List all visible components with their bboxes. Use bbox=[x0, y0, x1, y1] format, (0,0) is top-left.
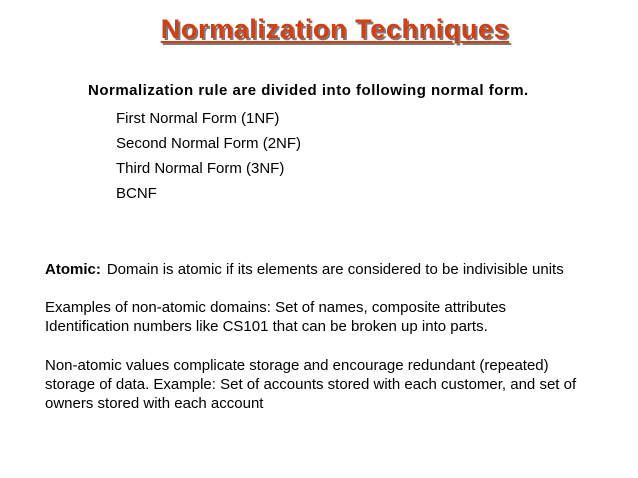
atomic-label: Atomic: bbox=[45, 261, 101, 278]
intro-text: Normalization rule are divided into following normal form. bbox=[88, 82, 529, 99]
normal-form-item-3nf: Third Normal Form (3NF) bbox=[116, 160, 285, 177]
normal-form-item-2nf: Second Normal Form (2NF) bbox=[116, 135, 302, 152]
non-atomic-line-3: owners stored with each account bbox=[45, 395, 264, 412]
atomic-definition bbox=[45, 260, 564, 279]
examples-line-1: Examples of non-atomic domains: Set of names, composite attributes bbox=[45, 299, 507, 316]
atomic-text: Domain is atomic if its elements are considered to be indivisible units bbox=[106, 261, 564, 278]
examples-line-2: Identification numbers like CS101 that can be broken up into parts. bbox=[45, 318, 488, 335]
normal-form-item-1nf: First Normal Form (1NF) bbox=[116, 110, 280, 127]
normal-forms-list bbox=[116, 106, 301, 206]
non-atomic-line-1: Non-atomic values complicate storage and encourage redundant (repeated) bbox=[45, 357, 549, 374]
examples-paragraph bbox=[45, 298, 506, 336]
normal-form-item-bcnf: BCNF bbox=[116, 185, 157, 202]
non-atomic-paragraph bbox=[45, 356, 576, 413]
non-atomic-line-2: storage of data. Example: Set of accounts stored with each customer, and set of bbox=[45, 376, 577, 393]
slide-title: Normalization Techniques bbox=[160, 14, 510, 44]
